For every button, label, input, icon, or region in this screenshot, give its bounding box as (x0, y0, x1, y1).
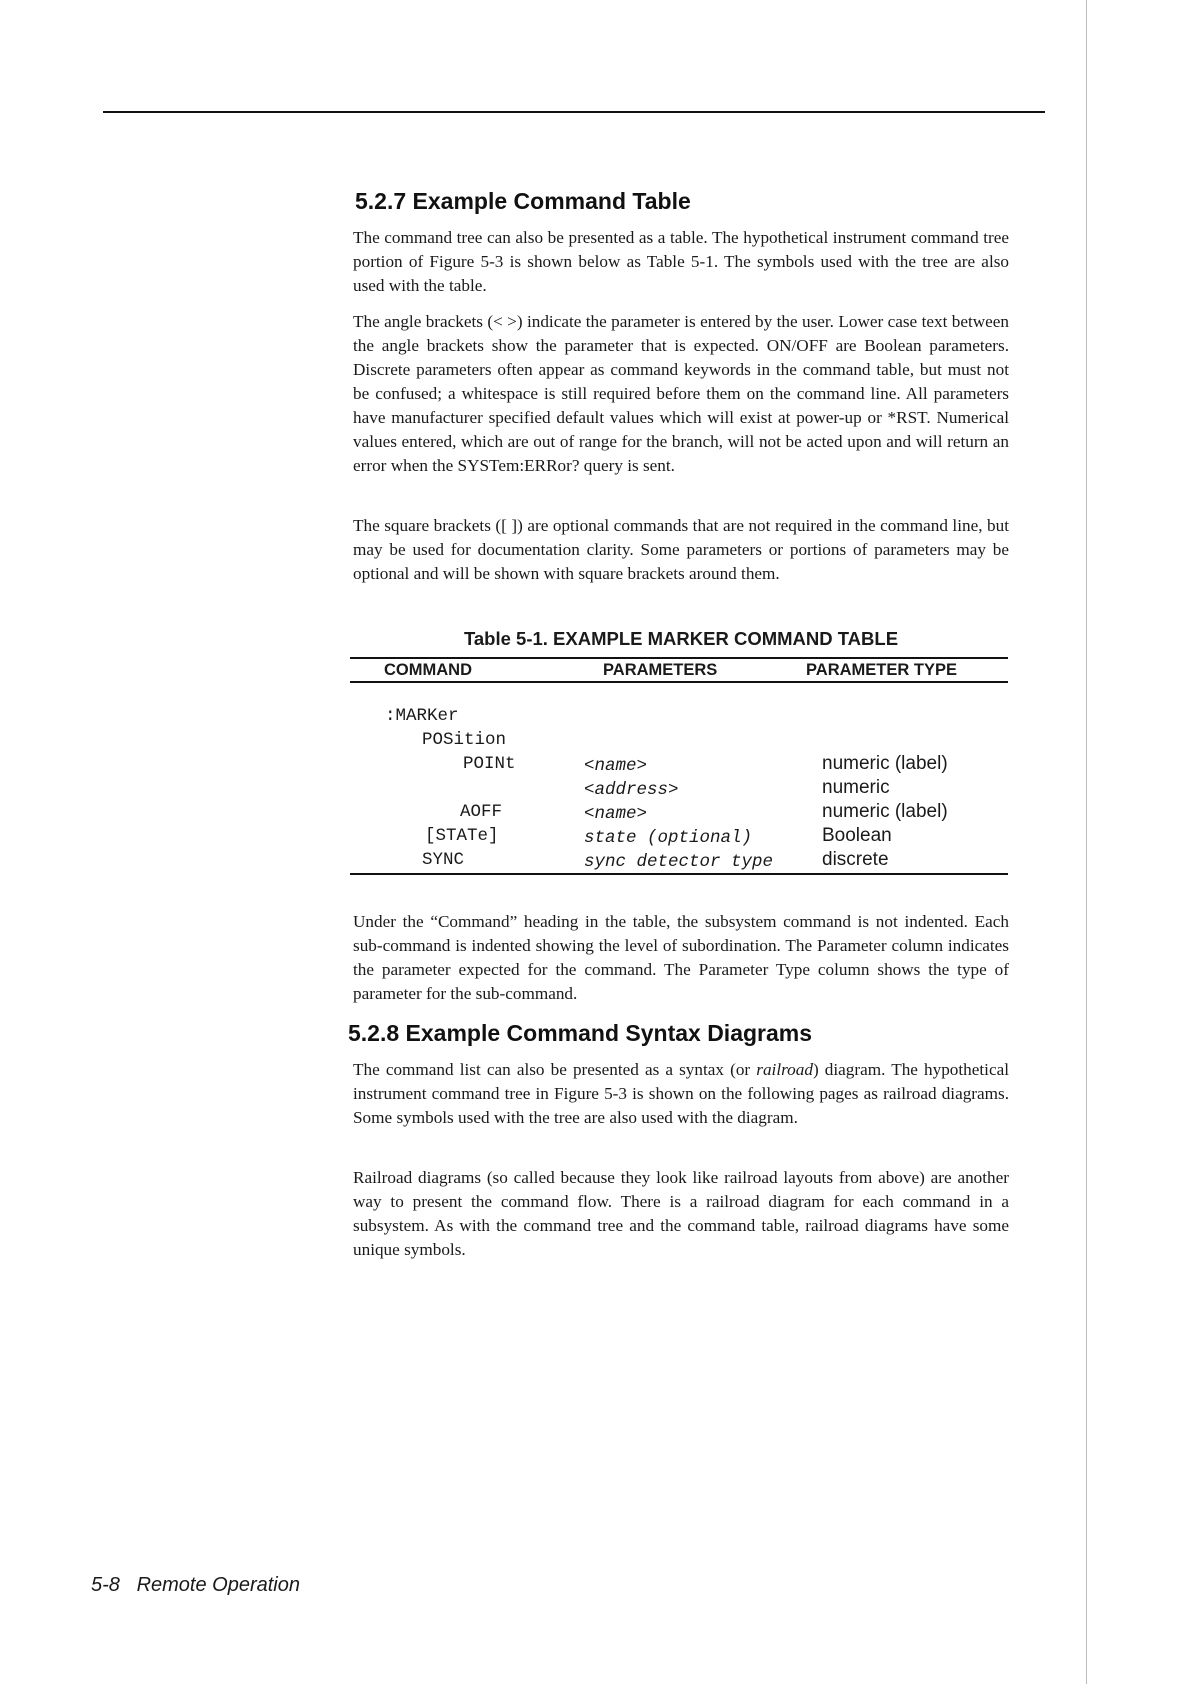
header-command: COMMAND (384, 661, 472, 679)
top-rule (103, 111, 1045, 113)
table-row-type: numeric (label) (822, 753, 948, 774)
page-footer: 5-8 Remote Operation (91, 1574, 300, 1596)
header-parameters: PARAMETERS (603, 661, 718, 679)
table-row-type: Boolean (822, 825, 892, 846)
paragraph-528-1-b: ) diagram. The hypothetical instrument command tree in Figure 5-3 is shown on the following pages as railroad diagrams. Some symbols used with the tree are also used with the diagram. (353, 1060, 1009, 1127)
table-row-command: AOFF (460, 802, 503, 822)
table-row-param: <name> (584, 756, 648, 776)
paragraph-527-3: The square brackets ([ ]) are optional commands that are not required in the command line, but may be used for documentation clarity. Some parameters or portions of parameters may be optional and will be shown with square brackets around them. (353, 516, 1009, 583)
paragraph-527-1: The command tree can also be presented as a table. The hypothetical instrument command tree portion of Figure 5-3 is shown below as Table 5-1. The symbols used with the tree are also used with the table. (353, 228, 1009, 295)
table-row-command: POINt (463, 754, 516, 774)
table-header-rule (350, 681, 1008, 683)
table-caption: Table 5-1. EXAMPLE MARKER COMMAND TABLE (463, 628, 899, 649)
table-bottom-rule (350, 873, 1008, 875)
paragraph-528-2: Railroad diagrams (so called because they look like railroad layouts from above) are another way to present the command flow. There is a railroad diagram for each command in a subsystem. As with the command tree and the command table, railroad diagrams have some unique symbols. (353, 1168, 1009, 1259)
table-row-command: [STATe] (425, 826, 499, 846)
table-row-param: <name> (584, 804, 648, 824)
paragraph-527-2: The angle brackets (< >) indicate the parameter is entered by the user. Lower case text between the angle brackets show the parameter that is expected. ON/OFF are Boolean parameters. Discrete parameters often appear as command keywords in the command table, but must not be confused; a whitespace is still required before them on the command line. All parameters have manufacturer specified default values which will exist at power-up or *RST. Numerical values entered, which are out of range for the branch, will not be acted upon and will return an error when the SYSTem:ERRor? query is sent. (353, 312, 1009, 475)
paragraph-528-1 (353, 1058, 1009, 1130)
table-row-type: discrete (822, 849, 889, 870)
section-heading-528: 5.2.8 Example Command Syntax Diagrams (348, 1020, 813, 1046)
table-row-type: numeric (label) (822, 801, 948, 822)
table-top-rule (350, 657, 1008, 659)
paragraph-after-table: Under the “Command” heading in the table, the subsystem command is not indented. Each sub-command is indented showing the level of subordination. The Parameter column indicates the parameter expected for the command. The Parameter Type column shows the type of parameter for the sub-command. (353, 912, 1009, 1003)
section-heading-527: 5.2.7 Example Command Table (355, 188, 691, 214)
paragraph-528-1-a: The command list can also be presented as a syntax (or (353, 1060, 757, 1079)
table-row-command: :MARKer (385, 706, 459, 726)
paragraph-528-1-em: railroad (756, 1060, 813, 1079)
table-row-param: <address> (584, 780, 679, 800)
table-row-param: state (optional) (584, 828, 753, 848)
header-parameter-type: PARAMETER TYPE (806, 661, 957, 679)
page-edge (1086, 0, 1087, 1684)
table-row-command: SYNC (422, 850, 465, 870)
table-row-command: POSition (422, 730, 507, 750)
table-row-type: numeric (822, 777, 890, 798)
table-row-param: sync detector type (584, 852, 774, 872)
